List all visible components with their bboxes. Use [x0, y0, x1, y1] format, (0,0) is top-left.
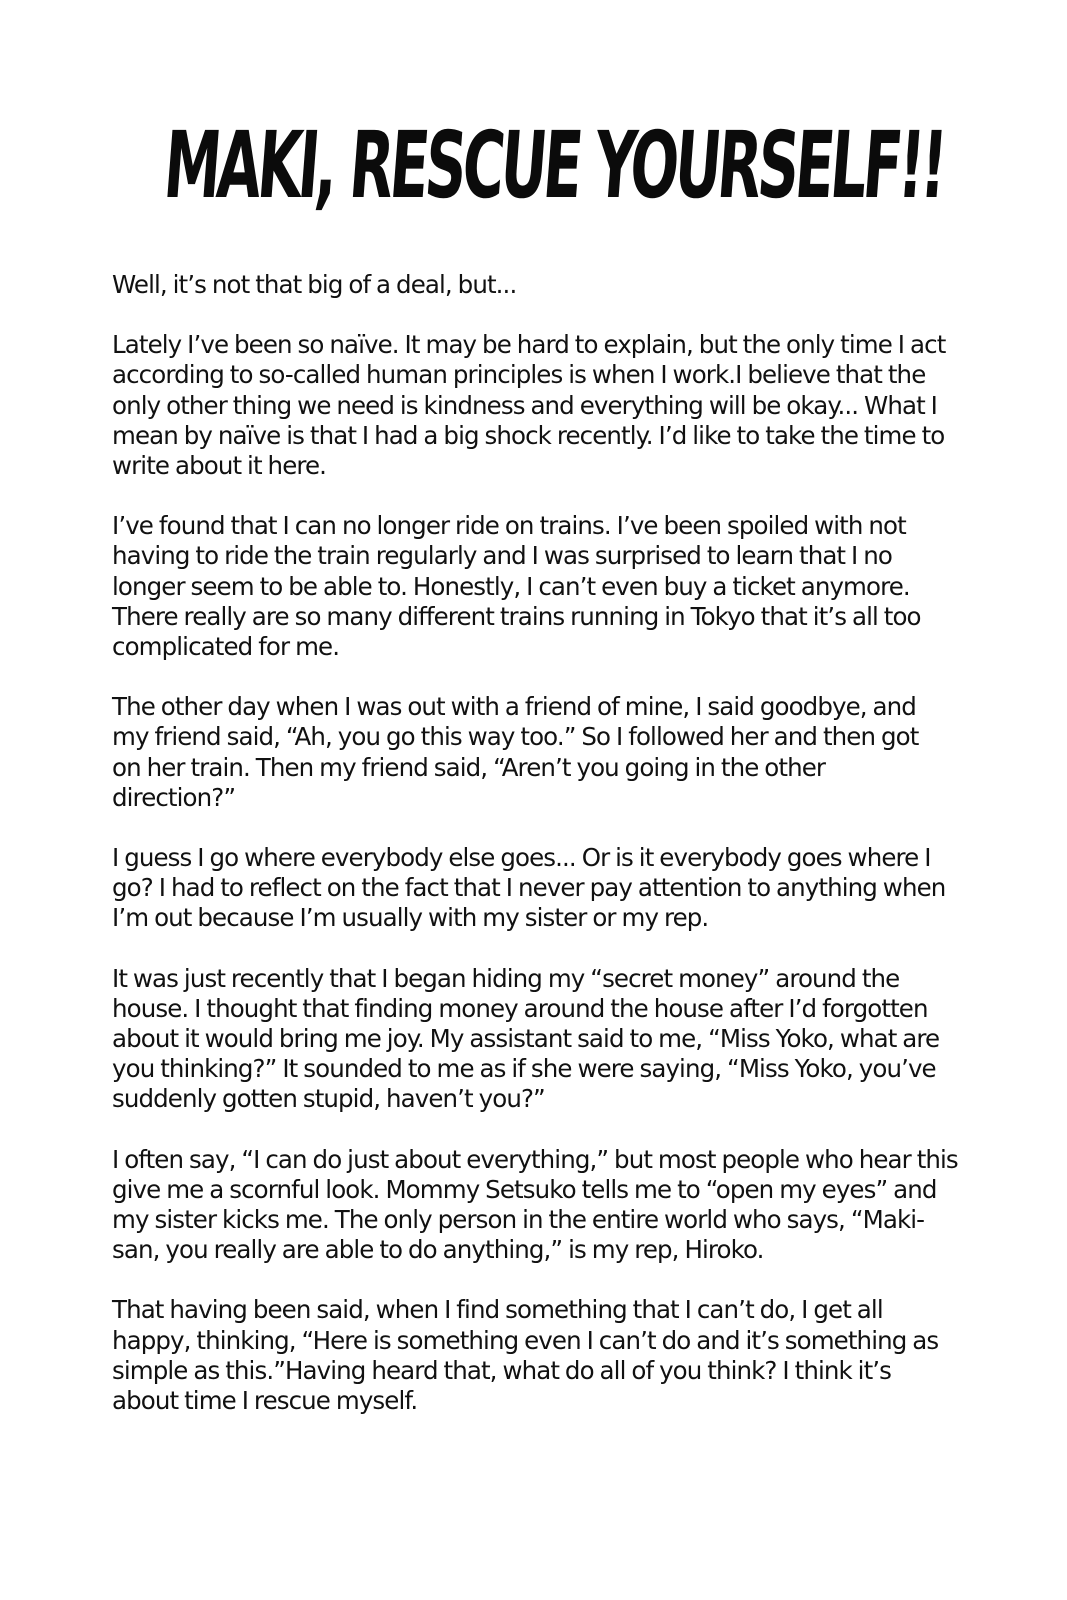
paragraph-3: I’ve found that I can no longer ride on trains. I’ve been spoiled with not having to ride the train regularly and I was surprised to learn that I no longer seem to be able to. Honestly, I can’t even buy a ticket anymore. There really are so many different trains running in Tokyo that it’s all too complicated for me. [112, 511, 921, 662]
paragraph-1: Well, it’s not that big of a deal, but... [112, 270, 517, 299]
essay-body [112, 270, 992, 1446]
paragraph-7: I often say, “I can do just about everything,” but most people who hear this give me a scornful look. Mommy Setsuko tells me to “open my eyes” and my sister kicks me. The only person in the entire world who says, “Maki- san, you really are able to do anything,” is my rep, Hiroko. [112, 1144, 958, 1265]
paragraph-5: I guess I go where everybody else goes... Or is it everybody goes where I go? I had to reflect on the fact that I never pay attention to anything when I’m out because I’m usually with my sister or my rep. [112, 843, 946, 933]
page-title: MAKI, RESCUE YOURSELF!! [160, 112, 948, 219]
paragraph-2: Lately I’ve been so naïve. It may be hard to explain, but the only time I act according to so-called human principles is when I work.I believe that the only other thing we need is kindness and everything will be okay... What I mean by naïve is that I had a big shock recently. I’d like to take the time to write about it here. [112, 330, 946, 481]
paragraph-8: That having been said, when I find something that I can’t do, I get all happy, thinking, “Here is something even I can’t do and it’s something as simple as this.”Having heard that, what do all of you think? I think it’s about time I rescue myself. [112, 1295, 939, 1416]
paragraph-6: It was just recently that I began hiding my “secret money” around the house. I thought that finding money around the house after I’d forgotten about it would bring me joy. My assistant said to me, “Miss Yoko, what are you thinking?” It sounded to me as if she were saying, “Miss Yoko, you’ve suddenly gotten stupid, haven’t you?” [112, 963, 940, 1114]
paragraph-4: The other day when I was out with a friend of mine, I said goodbye, and my friend said, “Ah, you go this way too.” So I followed her and then got on her train. Then my friend said, “Aren’t you going in the other direction?” [112, 692, 919, 812]
